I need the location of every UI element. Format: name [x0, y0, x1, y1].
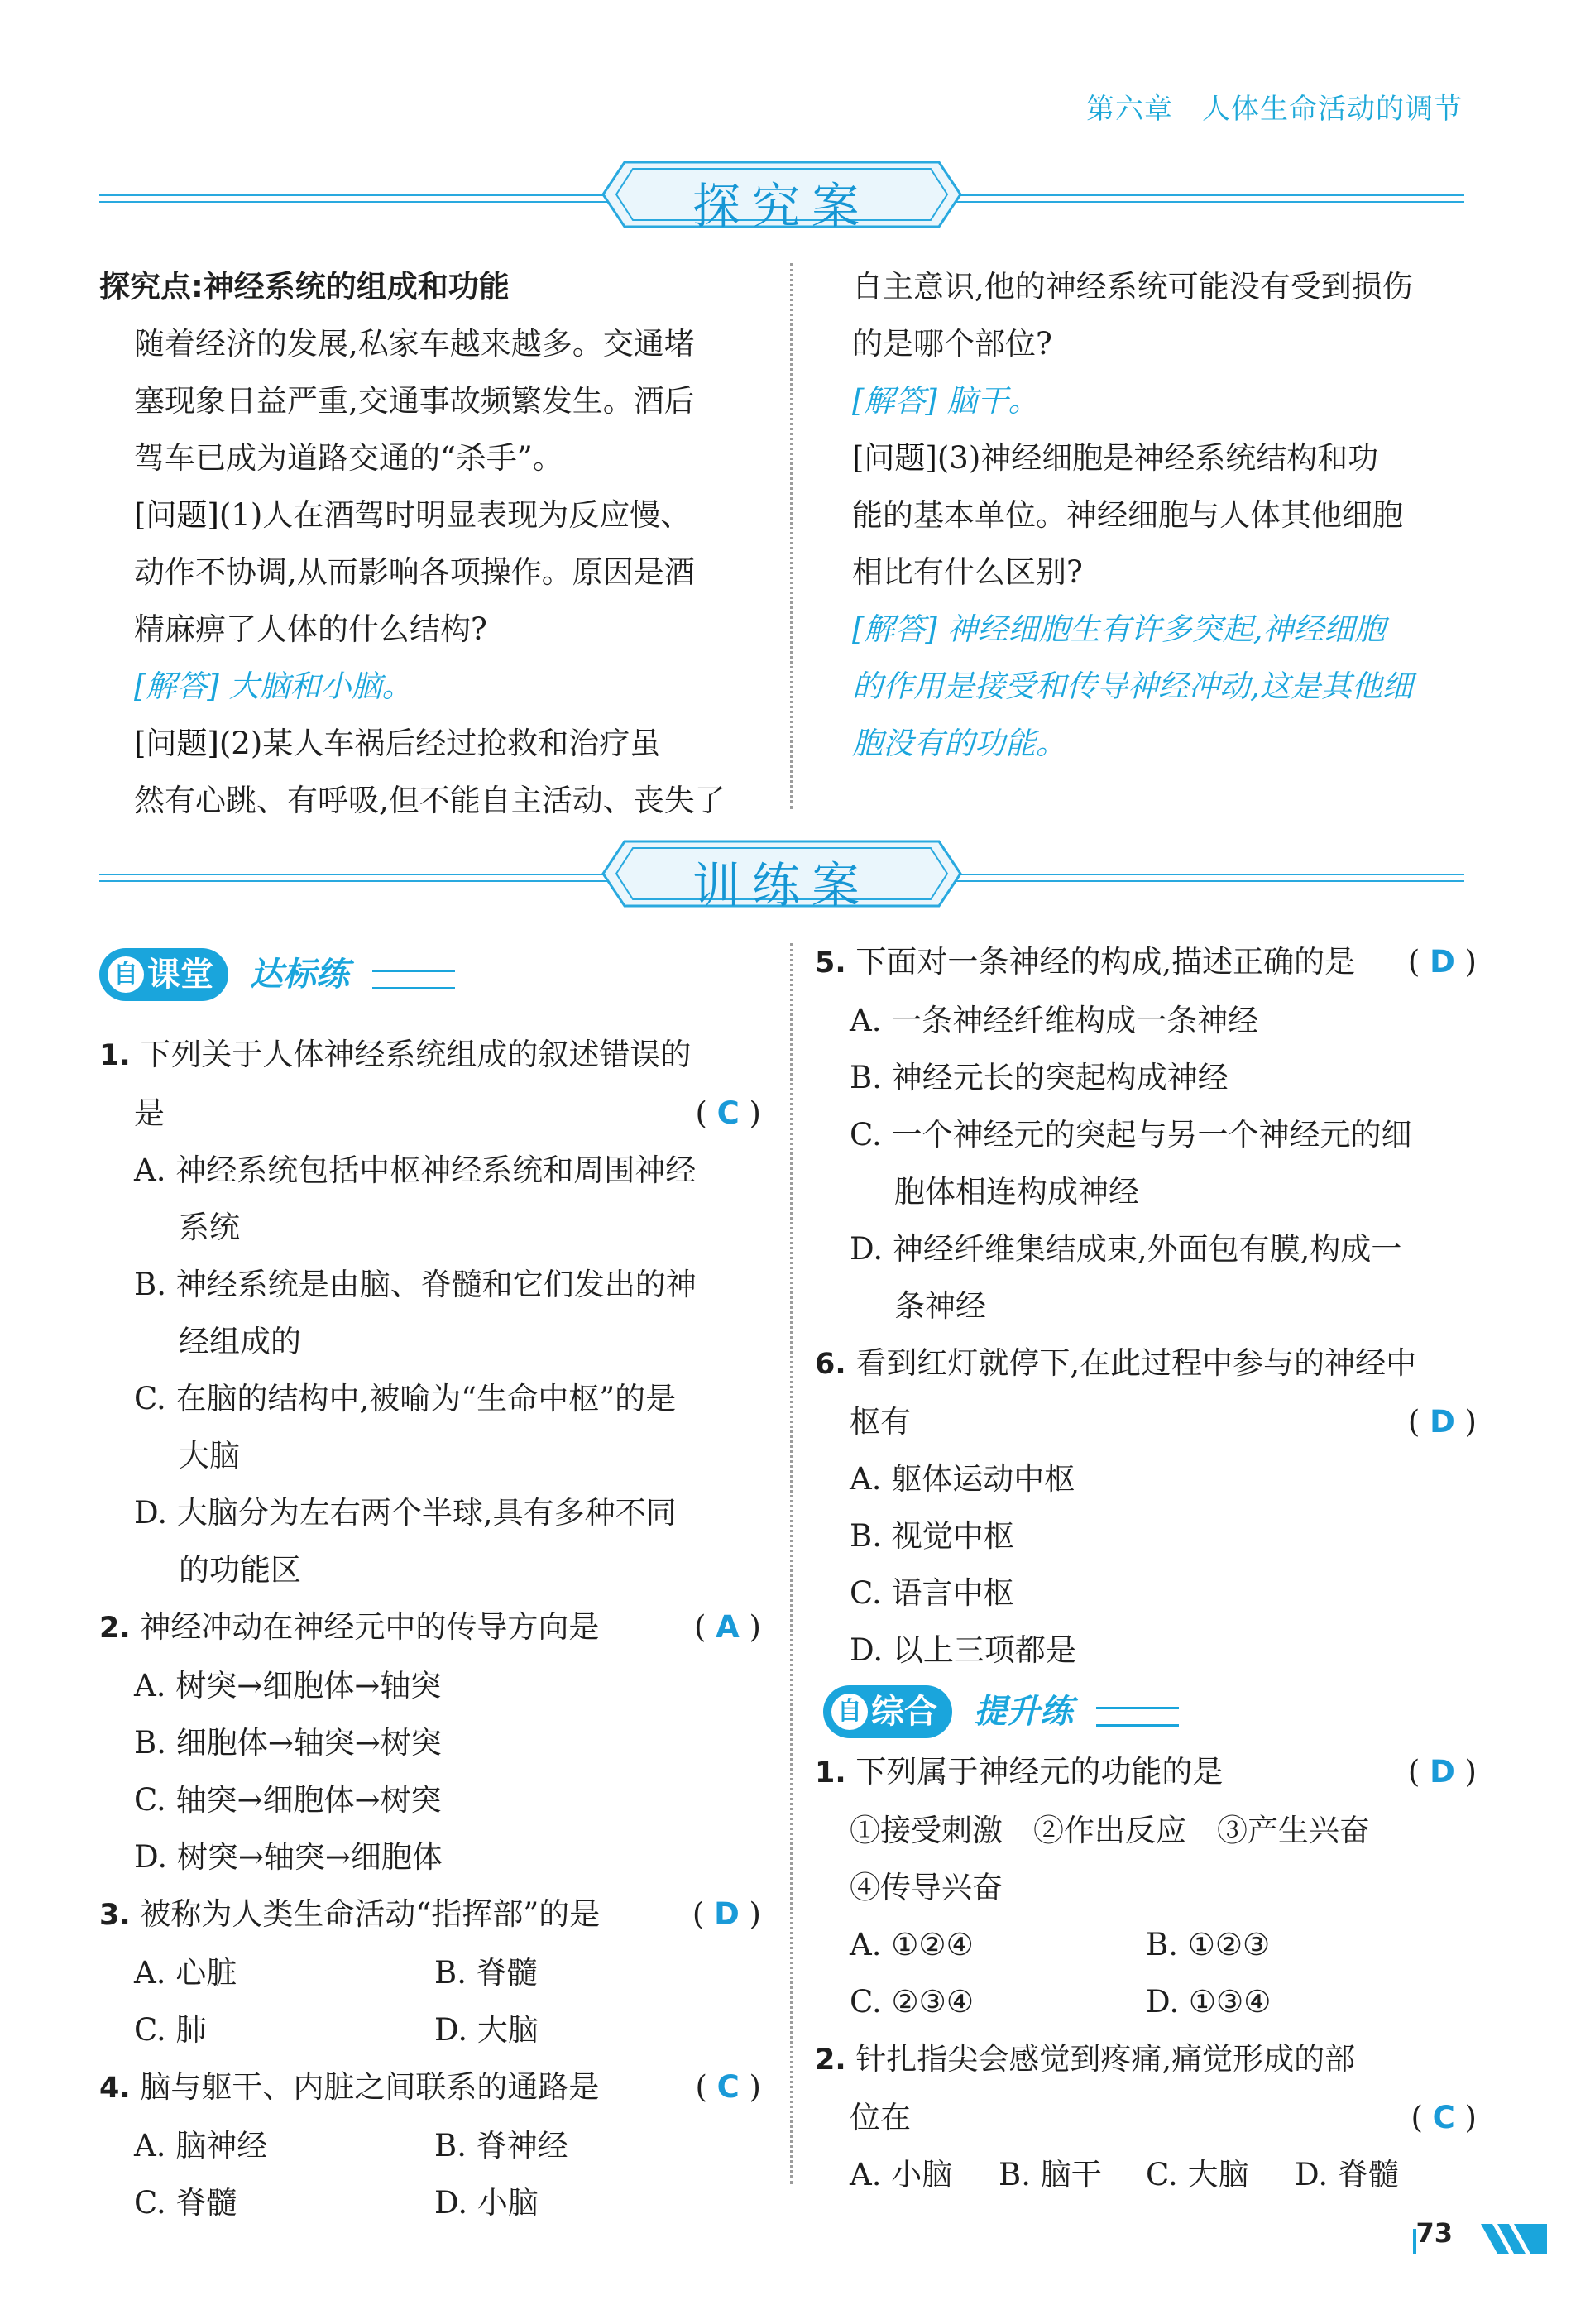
option-row	[815, 1916, 1477, 1973]
answer-paren: ( D )	[692, 1896, 761, 1932]
explore-section-banner	[99, 159, 1464, 233]
classroom-questions-left	[99, 1026, 761, 2231]
answer-letter: D	[1430, 944, 1455, 980]
option: C. 肺	[134, 2012, 207, 2048]
answer-3-text: 神经细胞生有许多突起,神经细胞	[946, 611, 1386, 647]
explore-left-column	[99, 258, 761, 829]
answer-letter: A	[716, 1609, 740, 1645]
option: A. 心脏	[134, 1955, 237, 1991]
option-cont: 的功能区	[179, 1552, 301, 1588]
question-stem-line	[815, 2089, 1477, 2146]
explore-right-column	[852, 258, 1514, 772]
option: C. 大脑	[1146, 2157, 1249, 2192]
chapter-header: 第六章 人体生命活动的调节	[1086, 93, 1463, 126]
answer-letter: D	[714, 1896, 740, 1932]
train-section-banner	[99, 838, 1464, 913]
choice-items: ④传导兴奋	[850, 1870, 1003, 1905]
option: D. 大脑	[434, 2012, 539, 2048]
option: A. 一条神经纤维构成一条神经	[850, 1003, 1259, 1038]
intro-line: 驾车已成为道路交通的“杀手”。	[134, 440, 563, 476]
option: D. 树突→轴突→细胞体	[134, 1839, 443, 1875]
option: D. 小脑	[434, 2185, 539, 2221]
question-1-line: 动作不协调,从而影响各项操作。原因是酒	[134, 554, 695, 590]
classroom-icon: 自	[108, 956, 144, 993]
question-stem: 位在	[850, 2100, 911, 2135]
option-row	[99, 2117, 761, 2174]
question-stem: 是	[134, 1095, 165, 1131]
option: B. 脑干	[999, 2157, 1102, 2192]
column-divider	[790, 943, 793, 2184]
question-stem: 下面对一条神经的构成,描述正确的是	[855, 944, 1356, 980]
question-2-text: (2)某人车祸后经过抢救和治疗虽	[218, 726, 661, 761]
comprehensive-banner-wrap	[815, 1679, 1477, 1743]
question-number: 1.	[815, 1756, 846, 1790]
answer-2-line	[852, 372, 1514, 429]
answer-letter: C	[1432, 2100, 1455, 2135]
question-2-line: 的是哪个部位?	[852, 326, 1052, 362]
answer-1-text: 大脑和小脑。	[228, 668, 413, 704]
train-badge	[600, 838, 964, 913]
question-item	[99, 1026, 761, 1085]
question-item	[815, 1743, 1477, 1802]
question-item	[99, 2058, 761, 2117]
option-row	[815, 1973, 1477, 2030]
answer-paren: ( C )	[1411, 2100, 1477, 2135]
question-2-line: 自主意识,他的神经系统可能没有受到损伤	[852, 269, 1413, 304]
answer-paren: ( D )	[1407, 944, 1477, 980]
classroom-banner	[99, 948, 463, 1001]
question-number: 6.	[815, 1348, 846, 1381]
intro-line: 随着经济的发展,私家车越来越多。交通堵	[134, 326, 695, 362]
answer-paren: ( D )	[1407, 1754, 1477, 1790]
option: A. 小脑	[850, 2157, 953, 2192]
option-cont: 系统	[179, 1210, 240, 1245]
question-3-line: 能的基本单位。神经细胞与人体其他细胞	[852, 497, 1403, 533]
option-cont: 条神经	[894, 1288, 986, 1324]
classroom-pill: 课堂	[99, 948, 228, 1001]
train-right-column	[815, 933, 1477, 2203]
explore-badge	[600, 159, 964, 234]
option: A. 躯体运动中枢	[850, 1461, 1075, 1497]
question-stem: 被称为人类生命活动“指挥部”的是	[140, 1896, 601, 1932]
answer-1-line	[99, 658, 761, 715]
banner-stripes	[1096, 1707, 1179, 1727]
question-tag: [问题]	[134, 726, 219, 761]
intro-line: 塞现象日益严重,交通事故频繁发生。酒后	[134, 383, 695, 419]
page-number: 73	[1415, 2217, 1453, 2249]
question-2-line	[99, 715, 761, 772]
comprehensive-icon: 自	[831, 1694, 868, 1730]
option: C. 一个神经元的突起与另一个神经元的细	[850, 1117, 1412, 1152]
option: C. 轴突→细胞体→树突	[134, 1782, 442, 1818]
option: D. 大脑分为左右两个半球,具有多种不同	[134, 1495, 677, 1531]
option: B. 神经系统是由脑、脊髓和它们发出的神	[134, 1267, 697, 1302]
question-tag: [问题]	[852, 440, 937, 476]
question-stem: 针扎指尖会感觉到疼痛,痛觉形成的部	[855, 2041, 1356, 2077]
question-item	[99, 1886, 761, 1944]
question-stem-line	[815, 1393, 1477, 1450]
question-number: 5.	[815, 946, 846, 980]
option: C. 脊髓	[134, 2185, 237, 2221]
answer-letter: C	[716, 2069, 740, 2105]
option: A. 神经系统包括中枢神经系统和周围神经	[134, 1152, 697, 1188]
option: D. 脊髓	[1295, 2157, 1399, 2192]
option: B. 视觉中枢	[850, 1518, 1014, 1554]
option: B. ①②③	[1146, 1927, 1271, 1962]
train-title: 训练案	[692, 857, 871, 913]
question-number: 2.	[815, 2044, 846, 2077]
option: B. 细胞体→轴突→树突	[134, 1725, 442, 1761]
banner-stripes	[372, 970, 455, 989]
option: A. 脑神经	[134, 2128, 268, 2163]
option-row	[99, 2174, 761, 2231]
option: A. 树突→细胞体→轴突	[134, 1668, 442, 1703]
answer-2-text: 脑干。	[946, 383, 1039, 419]
option: A. ①②④	[850, 1927, 974, 1962]
question-tag: [问题]	[134, 497, 219, 533]
column-divider	[790, 263, 793, 809]
option-row	[815, 2146, 1477, 2203]
question-1-text: (1)人在酒驾时明显表现为反应慢、	[218, 497, 692, 533]
answer-paren: ( C )	[695, 1095, 761, 1131]
option: C. 在脑的结构中,被喻为“生命中枢”的是	[134, 1381, 677, 1416]
option: D. 以上三项都是	[850, 1632, 1076, 1668]
option: C. ②③④	[850, 1984, 975, 2020]
option-row	[99, 2001, 761, 2058]
answer-3-line: 胞没有的功能。	[852, 726, 1066, 761]
question-1-line	[99, 486, 761, 544]
question-item	[815, 2030, 1477, 2089]
question-item	[815, 933, 1477, 992]
question-2-line: 然有心跳、有呼吸,但不能自主活动、丧失了	[134, 783, 726, 818]
choice-items: ①接受刺激 ②作出反应 ③产生兴奋	[850, 1813, 1370, 1848]
option-cont: 大脑	[179, 1438, 240, 1473]
question-stem: 看到红灯就停下,在此过程中参与的神经中	[855, 1345, 1417, 1381]
answer-paren: ( A )	[693, 1609, 761, 1645]
answer-letter: D	[1430, 1754, 1455, 1790]
answer-letter: D	[1430, 1404, 1455, 1440]
question-3-text: (3)神经细胞是神经系统结构和功	[936, 440, 1379, 476]
question-item	[815, 1335, 1477, 1393]
question-stem: 脑与躯干、内脏之间联系的通路是	[140, 2069, 600, 2105]
question-item	[99, 1598, 761, 1657]
question-stem: 神经冲动在神经元中的传导方向是	[140, 1609, 600, 1645]
question-number: 4.	[99, 2072, 131, 2105]
question-number: 1.	[99, 1039, 131, 1072]
option: C. 语言中枢	[850, 1575, 1014, 1611]
option-cont: 胞体相连构成神经	[894, 1174, 1139, 1210]
classroom-rest: 达标练	[250, 956, 349, 994]
explore-heading: 探究点:神经系统的组成和功能	[99, 269, 510, 304]
question-3-line: 相比有什么区别?	[852, 554, 1083, 590]
question-3-line	[852, 429, 1514, 486]
answer-3-line: 的作用是接受和传导神经冲动,这是其他细	[852, 668, 1413, 704]
question-stem: 下列属于神经元的功能的是	[855, 1754, 1224, 1790]
comprehensive-rest: 提升练	[974, 1693, 1073, 1731]
option-cont: 经组成的	[179, 1324, 301, 1359]
question-1-line: 精麻痹了人体的什么结构?	[134, 611, 487, 647]
option: D. ①③④	[1146, 1984, 1272, 2020]
question-number: 3.	[99, 1899, 131, 1932]
comprehensive-pill: 综合	[823, 1685, 952, 1738]
answer-paren: ( D )	[1407, 1404, 1477, 1440]
answer-letter: C	[716, 1095, 740, 1131]
question-stem-line	[99, 1085, 761, 1142]
option: B. 脊神经	[434, 2128, 568, 2163]
comprehensive-banner	[823, 1685, 1187, 1738]
option: B. 脊髓	[434, 1955, 538, 1991]
page-stripes-decoration	[1481, 2224, 1547, 2254]
question-stem: 下列关于人体神经系统组成的叙述错误的	[140, 1037, 692, 1072]
option: B. 神经元长的突起构成神经	[850, 1060, 1229, 1095]
question-number: 2.	[99, 1612, 131, 1645]
question-stem: 枢有	[850, 1404, 911, 1440]
answer-tag: [解答]	[852, 383, 937, 419]
option-row	[99, 1944, 761, 2001]
explore-title: 探究案	[692, 178, 871, 234]
answer-3-line	[852, 601, 1514, 658]
answer-tag: [解答]	[852, 611, 937, 647]
answer-paren: ( C )	[695, 2069, 761, 2105]
option: D. 神经纤维集结成束,外面包有膜,构成一	[850, 1231, 1402, 1267]
answer-tag: [解答]	[134, 668, 219, 704]
